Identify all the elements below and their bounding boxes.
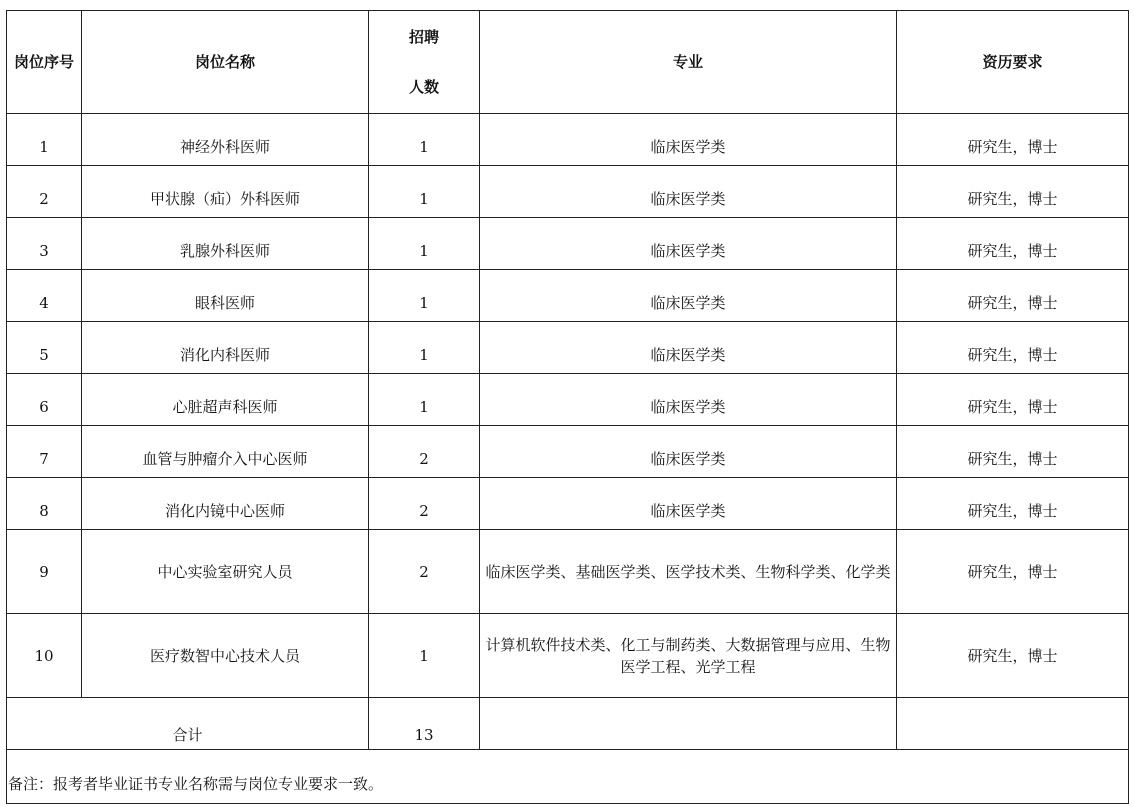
cell-count: 2	[369, 426, 480, 478]
cell-count: 1	[369, 218, 480, 270]
table-row	[7, 614, 1129, 698]
cell-count: 2	[369, 530, 480, 614]
total-row	[7, 698, 1129, 750]
cell-degree: 研究生，博士	[897, 374, 1129, 426]
cell-degree: 研究生，博士	[897, 218, 1129, 270]
table-row	[7, 114, 1129, 166]
cell-major: 临床医学类	[480, 478, 897, 530]
recruitment-table	[6, 10, 1129, 804]
total-label: 合计	[7, 698, 369, 750]
total-count: 13	[369, 698, 480, 750]
cell-seq: 8	[7, 478, 82, 530]
cell-major: 临床医学类	[480, 426, 897, 478]
cell-count: 1	[369, 614, 480, 698]
cell-name: 消化内科医师	[82, 322, 369, 374]
cell-seq: 7	[7, 426, 82, 478]
cell-degree: 研究生，博士	[897, 270, 1129, 322]
total-degree-empty	[897, 698, 1129, 750]
header-count-line2: 人数	[408, 78, 439, 96]
cell-name: 消化内镜中心医师	[82, 478, 369, 530]
header-row	[7, 11, 1129, 114]
cell-count: 1	[369, 374, 480, 426]
cell-degree: 研究生，博士	[897, 614, 1129, 698]
cell-name: 神经外科医师	[82, 114, 369, 166]
cell-name: 眼科医师	[82, 270, 369, 322]
cell-name: 血管与肿瘤介入中心医师	[82, 426, 369, 478]
cell-seq: 9	[7, 530, 82, 614]
cell-count: 1	[369, 166, 480, 218]
table-row	[7, 426, 1129, 478]
header-seq: 岗位序号	[7, 11, 82, 114]
cell-count: 1	[369, 270, 480, 322]
table-row	[7, 166, 1129, 218]
table-row	[7, 322, 1129, 374]
cell-seq: 6	[7, 374, 82, 426]
note-row	[7, 750, 1129, 804]
header-degree: 资历要求	[897, 11, 1129, 114]
cell-degree: 研究生，博士	[897, 426, 1129, 478]
cell-major: 临床医学类	[480, 218, 897, 270]
table-row	[7, 478, 1129, 530]
cell-degree: 研究生，博士	[897, 114, 1129, 166]
cell-major: 临床医学类	[480, 166, 897, 218]
header-major: 专业	[480, 11, 897, 114]
cell-major: 临床医学类	[480, 114, 897, 166]
cell-name: 乳腺外科医师	[82, 218, 369, 270]
cell-major: 临床医学类	[480, 270, 897, 322]
header-name: 岗位名称	[82, 11, 369, 114]
cell-name: 甲状腺（疝）外科医师	[82, 166, 369, 218]
cell-degree: 研究生，博士	[897, 530, 1129, 614]
note-text: 备注：报考者毕业证书专业名称需与岗位专业要求一致。	[7, 750, 1129, 804]
cell-name: 中心实验室研究人员	[82, 530, 369, 614]
cell-degree: 研究生，博士	[897, 166, 1129, 218]
cell-seq: 4	[7, 270, 82, 322]
cell-major: 临床医学类	[480, 374, 897, 426]
header-count	[369, 11, 480, 114]
cell-major: 临床医学类	[480, 322, 897, 374]
cell-major: 计算机软件技术类、化工与制药类、大数据管理与应用、生物医学工程、光学工程	[480, 614, 897, 698]
cell-degree: 研究生，博士	[897, 322, 1129, 374]
total-major-empty	[480, 698, 897, 750]
cell-count: 1	[369, 322, 480, 374]
table-row	[7, 270, 1129, 322]
cell-seq: 2	[7, 166, 82, 218]
cell-seq: 5	[7, 322, 82, 374]
table-row	[7, 374, 1129, 426]
table-row	[7, 530, 1129, 614]
cell-major: 临床医学类、基础医学类、医学技术类、生物科学类、化学类	[480, 530, 897, 614]
cell-name: 心脏超声科医师	[82, 374, 369, 426]
cell-seq: 10	[7, 614, 82, 698]
header-count-line1: 招聘	[408, 28, 439, 46]
cell-name: 医疗数智中心技术人员	[82, 614, 369, 698]
cell-count: 1	[369, 114, 480, 166]
cell-count: 2	[369, 478, 480, 530]
table-row	[7, 218, 1129, 270]
cell-seq: 3	[7, 218, 82, 270]
cell-seq: 1	[7, 114, 82, 166]
cell-degree: 研究生，博士	[897, 478, 1129, 530]
